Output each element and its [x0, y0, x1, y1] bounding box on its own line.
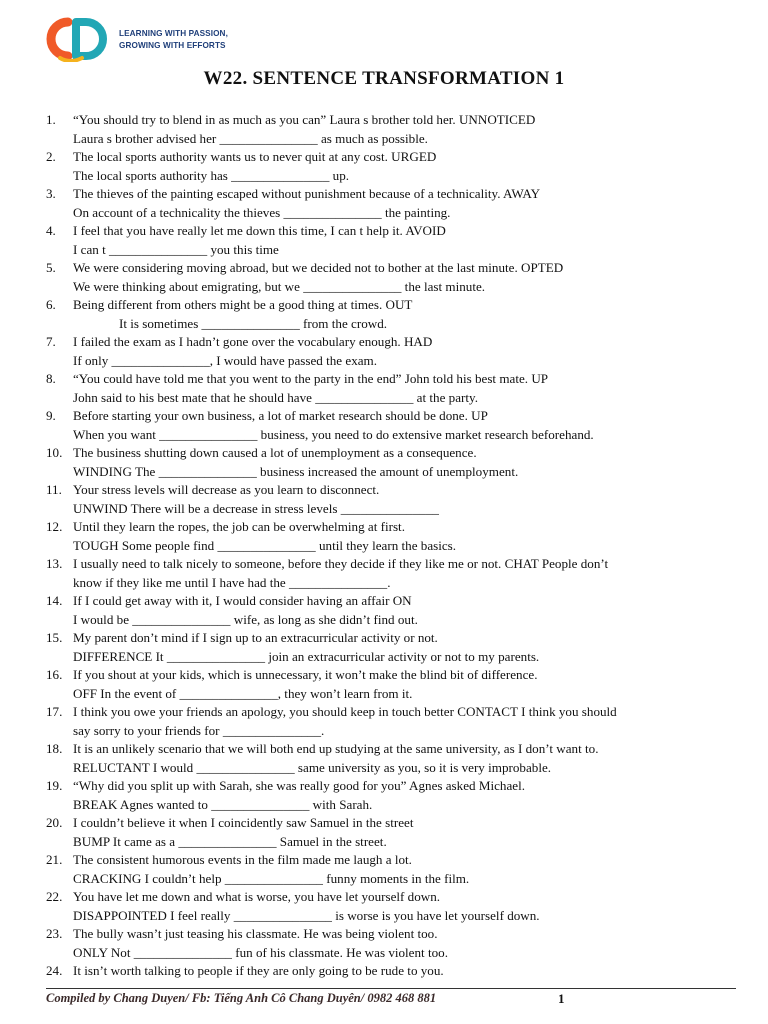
- question-rewrite: DIFFERENCE It _______________ join an extracurricular activity or not to my parents.: [73, 648, 540, 664]
- question-number: 4.: [46, 223, 56, 238]
- question-rewrite: TOUGH Some people find _______________ until they learn the basics.: [73, 537, 457, 553]
- question-prompt: If I could get away with it, I would consider having an affair ON: [73, 593, 412, 608]
- tagline-line-2: GROWING WITH EFFORTS: [119, 41, 226, 50]
- question-item: [46, 407, 736, 444]
- question-item: [46, 703, 736, 740]
- question-prompt: Being different from others might be a good thing at times. OUT: [73, 297, 413, 312]
- cd-logo-icon: [46, 16, 116, 62]
- question-rewrite: We were thinking about emigrating, but we _______________ the last minute.: [73, 278, 486, 294]
- question-prompt: The consistent humorous events in the film made me laugh a lot.: [73, 852, 412, 867]
- question-number: 17.: [46, 704, 63, 719]
- question-number: 24.: [46, 963, 63, 978]
- question-number: 22.: [46, 889, 63, 904]
- question-prompt: My parent don’t mind if I sign up to an extracurricular activity or not.: [73, 630, 438, 645]
- question-item: [46, 555, 736, 592]
- question-rewrite: WINDING The _______________ business increased the amount of unemployment.: [73, 463, 519, 479]
- question-item: [46, 296, 736, 333]
- question-item: [46, 444, 736, 481]
- question-rewrite: UNWIND There will be a decrease in stress levels _______________: [73, 500, 439, 516]
- question-rewrite: If only _______________, I would have passed the exam.: [73, 352, 378, 368]
- question-rewrite: John said to his best mate that he should have _______________ at the party.: [73, 389, 478, 405]
- question-number: 8.: [46, 371, 56, 386]
- question-rewrite: know if they like me until I have had the _______________.: [73, 574, 391, 590]
- question-item: [46, 518, 736, 555]
- question-prompt: If you shout at your kids, which is unnecessary, it won’t make the blind bit of difference.: [73, 667, 538, 682]
- question-number: 14.: [46, 593, 63, 608]
- tagline-line-1: LEARNING WITH PASSION,: [119, 29, 228, 38]
- question-prompt: The business shutting down caused a lot of unemployment as a consequence.: [73, 445, 477, 460]
- question-list: [46, 111, 736, 981]
- question-number: 19.: [46, 778, 63, 793]
- question-number: 12.: [46, 519, 63, 534]
- question-item: [46, 592, 736, 629]
- question-rewrite: BREAK Agnes wanted to _______________ with Sarah.: [73, 796, 373, 812]
- question-item: [46, 962, 736, 981]
- footer-divider: [46, 988, 736, 989]
- question-number: 5.: [46, 260, 56, 275]
- question-rewrite: OFF In the event of _______________, they won’t learn from it.: [73, 685, 413, 701]
- question-prompt: We were considering moving abroad, but we decided not to bother at the last minute. OPTED: [73, 260, 564, 275]
- question-item: [46, 148, 736, 185]
- brand-logo: [46, 16, 246, 64]
- logo-tagline: [119, 28, 228, 52]
- question-prompt: Your stress levels will decrease as you learn to disconnect.: [73, 482, 380, 497]
- question-number: 11.: [46, 482, 62, 497]
- question-rewrite: It is sometimes _______________ from the crowd.: [119, 315, 388, 331]
- footer-credit: Compiled by Chang Duyen/ Fb: Tiếng Anh Cô Chang Duyên/ 0982 468 881: [46, 991, 437, 1005]
- question-rewrite: I would be _______________ wife, as long as she didn’t find out.: [73, 611, 418, 627]
- question-rewrite: On account of a technicality the thieves _______________ the painting.: [73, 204, 451, 220]
- question-prompt: The local sports authority wants us to never quit at any cost. URGED: [73, 149, 437, 164]
- question-rewrite: The local sports authority has _______________ up.: [73, 167, 350, 183]
- question-item: [46, 185, 736, 222]
- question-rewrite: When you want _______________ business, you need to do extensive market research beforehand.: [73, 426, 594, 442]
- question-prompt: Before starting your own business, a lot of market research should be done. UP: [73, 408, 488, 423]
- question-prompt: It isn’t worth talking to people if they are only going to be rude to you.: [73, 963, 444, 978]
- question-rewrite: RELUCTANT I would _______________ same university as you, so it is very improbable.: [73, 759, 552, 775]
- question-item: [46, 111, 736, 148]
- question-rewrite: BUMP It came as a _______________ Samuel in the street.: [73, 833, 387, 849]
- question-item: [46, 888, 736, 925]
- question-number: 18.: [46, 741, 63, 756]
- question-prompt: I think you owe your friends an apology, you should keep in touch better CONTACT I think you should: [73, 704, 617, 719]
- question-item: [46, 259, 736, 296]
- question-rewrite: ONLY Not _______________ fun of his classmate. He was violent too.: [73, 944, 448, 960]
- question-item: [46, 629, 736, 666]
- question-number: 10.: [46, 445, 63, 460]
- question-number: 3.: [46, 186, 56, 201]
- question-number: 2.: [46, 149, 56, 164]
- worksheet-title: W22. SENTENCE TRANSFORMATION 1: [203, 68, 565, 89]
- question-rewrite: say sorry to your friends for _______________.: [73, 722, 325, 738]
- question-rewrite: DISAPPOINTED I feel really _______________ is worse is you have let yourself down.: [73, 907, 540, 923]
- question-prompt: “Why did you split up with Sarah, she was really good for you” Agnes asked Michael.: [73, 778, 526, 793]
- question-number: 1.: [46, 112, 56, 127]
- question-rewrite: I can t _______________ you this time: [73, 241, 279, 257]
- question-item: [46, 814, 736, 851]
- question-number: 16.: [46, 667, 63, 682]
- question-item: [46, 370, 736, 407]
- question-prompt: The thieves of the painting escaped without punishment because of a technicality. AWAY: [73, 186, 541, 201]
- question-number: 7.: [46, 334, 56, 349]
- question-prompt: Until they learn the ropes, the job can be overwhelming at first.: [73, 519, 405, 534]
- page-number: 1: [558, 991, 565, 1006]
- question-item: [46, 740, 736, 777]
- question-rewrite: CRACKING I couldn’t help _______________ funny moments in the film.: [73, 870, 470, 886]
- question-prompt: It is an unlikely scenario that we will both end up studying at the same university, as I don’t want to.: [73, 741, 599, 756]
- question-item: [46, 333, 736, 370]
- question-item: [46, 851, 736, 888]
- question-prompt: I couldn’t believe it when I coincidently saw Samuel in the street: [73, 815, 414, 830]
- question-item: [46, 222, 736, 259]
- question-number: 6.: [46, 297, 56, 312]
- question-prompt: The bully wasn’t just teasing his classmate. He was being violent too.: [73, 926, 438, 941]
- question-prompt: You have let me down and what is worse, you have let yourself down.: [73, 889, 441, 904]
- question-item: [46, 925, 736, 962]
- question-number: 13.: [46, 556, 63, 571]
- question-number: 15.: [46, 630, 63, 645]
- question-item: [46, 666, 736, 703]
- question-prompt: I failed the exam as I hadn’t gone over the vocabulary enough. HAD: [73, 334, 433, 349]
- question-prompt: I feel that you have really let me down this time, I can t help it. AVOID: [73, 223, 446, 238]
- question-number: 9.: [46, 408, 56, 423]
- question-prompt: “You could have told me that you went to the party in the end” John told his best mate. UP: [73, 371, 549, 386]
- question-prompt: “You should try to blend in as much as you can” Laura s brother told her. UNNOTICED: [73, 112, 536, 127]
- question-prompt: I usually need to talk nicely to someone, before they decide if they like me or not. CHAT People don’t: [73, 556, 609, 571]
- question-item: [46, 777, 736, 814]
- question-item: [46, 481, 736, 518]
- question-number: 21.: [46, 852, 63, 867]
- question-number: 23.: [46, 926, 63, 941]
- question-number: 20.: [46, 815, 63, 830]
- question-rewrite: Laura s brother advised her _______________ as much as possible.: [73, 130, 428, 146]
